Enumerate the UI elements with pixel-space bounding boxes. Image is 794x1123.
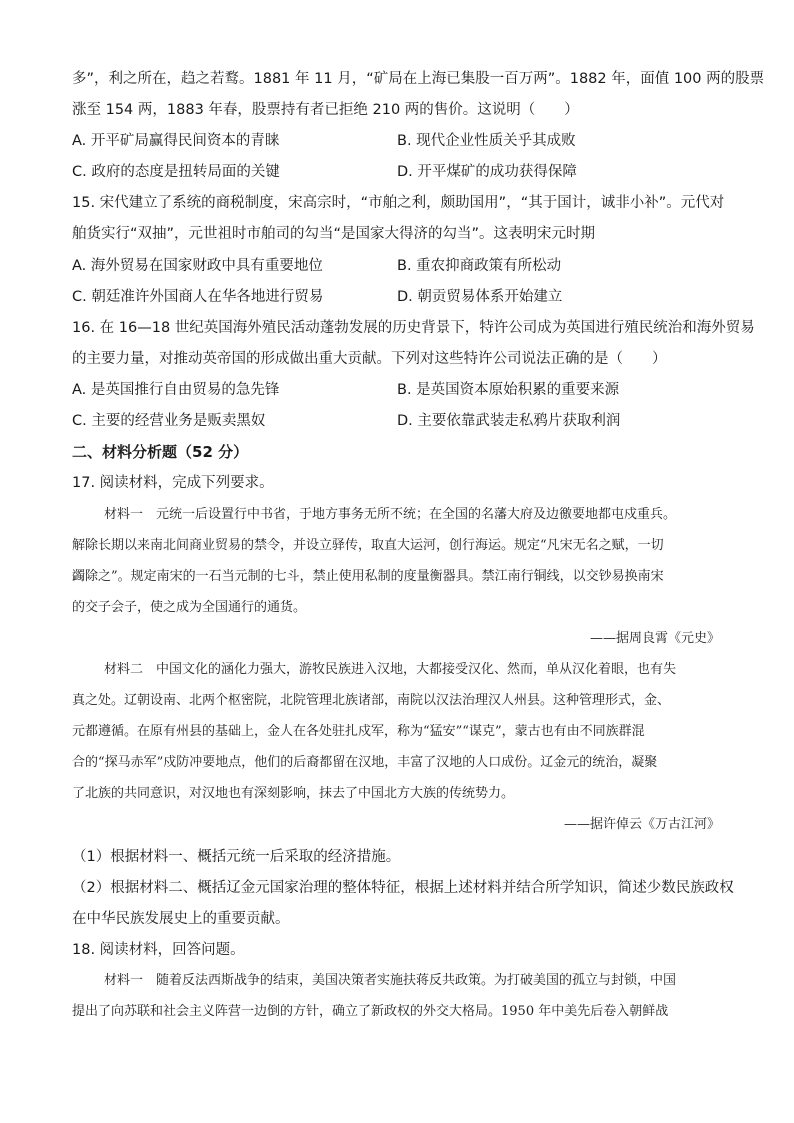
- q16-stem-line2: 的主要力量，对推动英帝国的形成做出重大贡献。下列对这些特许公司说法正确的是（ ）: [72, 351, 667, 367]
- q17-subquestion-2-line2: 在中华民族发展史上的重要贡献。: [72, 911, 290, 927]
- q17-material1-line1: 材料一 元统一后设置行中书省，于地方事务无所不统；在全国的名藩大府及边徼要地都屯戍重兵。: [104, 507, 677, 522]
- q18-intro: 18. 阅读材料，回答问题。: [72, 942, 245, 958]
- q15-option-b[interactable]: B. 重农抑商政策有所松动: [397, 258, 562, 274]
- q14-option-a[interactable]: A. 开平矿局赢得民间资本的青睐: [72, 133, 280, 149]
- q16-option-d[interactable]: D. 主要依靠武装走私鸦片获取利润: [397, 413, 621, 429]
- q14-option-d[interactable]: D. 开平煤矿的成功获得保障: [397, 164, 577, 180]
- q17-material1-line4: 的交子会子，使之成为全国通行的通货。: [72, 600, 307, 615]
- q17-material1-source: ——据周良霄《元史》: [589, 631, 720, 646]
- q15-option-c[interactable]: C. 朝廷准许外国商人在华各地进行贸易: [72, 289, 324, 305]
- q17-subquestion-1: （1）根据材料一、概括元统一后采取的经济措施。: [72, 849, 401, 865]
- q17-material2-source: ——据许倬云《万古江河》: [563, 817, 720, 832]
- q17-material2-line1: 材料二 中国文化的涵化力强大，游牧民族进入汉地，大都接受汉化、然而，单从汉化着眼，也有失: [104, 662, 677, 677]
- q18-material1-line1: 材料一 随着反法西斯战争的结束，美国决策者实施扶蒋反共政策。为打破美国的孤立与封锁，中国: [104, 973, 677, 988]
- q15-option-a[interactable]: A. 海外贸易在国家财政中具有重要地位: [72, 258, 323, 274]
- q14-option-c[interactable]: C. 政府的态度是扭转局面的关键: [72, 164, 280, 180]
- q17-material2-line5: 了北族的共同意识，对汉地也有深刻影响，抹去了中国北方大族的传统势力。: [72, 786, 515, 801]
- q16-option-c[interactable]: C. 主要的经营业务是贩卖黑奴: [72, 413, 266, 429]
- q14-stem-line2: 涨至 154 两，1883 年春，股票持有者已拒绝 210 两的售价。这说明（ ）: [72, 102, 579, 118]
- q16-option-b[interactable]: B. 是英国资本原始积累的重要来源: [397, 382, 620, 398]
- q16-stem-line1: 16. 在 16—18 世纪英国海外殖民活动蓬勃发展的历史背景下，特许公司成为英国进行殖民统治和海外贸易: [72, 320, 755, 336]
- q17-subquestion-2-line1: （2）根据材料二、概括辽金元国家治理的整体特征，根据上述材料并结合所学知识，简述少数民族政权: [72, 880, 734, 896]
- q18-material1-line2: 提出了向苏联和社会主义阵营一边倒的方针，确立了新政权的外交大格局。1950 年中美先后卷入朝鲜战: [72, 1004, 669, 1019]
- q17-intro: 17. 阅读材料，完成下列要求。: [72, 475, 274, 491]
- q14-option-b[interactable]: B. 现代企业性质关乎其成败: [397, 133, 576, 149]
- q15-stem-line1: 15. 宋代建立了系统的商税制度，宋高宗时，“市舶之利，颇助国用”，“其于国计，诚非小补”。元代对: [72, 195, 725, 211]
- q17-material2-line2: 真之处。辽朝设南、北两个枢密院，北院管理北族诸部，南院以汉法治理汉人州县。这种管理形式，金、: [72, 693, 671, 708]
- section-heading: 二、材料分析题（52 分）: [72, 443, 249, 461]
- q17-material1-line2: 解除长期以来南北间商业贸易的禁令，并设立驿传，取直大运河，创行海运。规定“凡宋无名之赋，一切: [72, 538, 664, 553]
- q15-option-d[interactable]: D. 朝贡贸易体系开始建立: [397, 289, 563, 305]
- q14-stem-line1: 多”，利之所在，趋之若鹜。1881 年 11 月，“矿局在上海已集股一百万两”。1882 年，面值 100 两的股票: [72, 71, 765, 87]
- q15-stem-line2: 舶货实行“双抽”，元世祖时市舶司的勾当“是国家大得济的勾当”。这表明宋元时期: [72, 226, 596, 242]
- q17-material2-line4: 合的“探马赤军”戍防冲要地点，他们的后裔都留在汉地，丰富了汉地的人口成份。辽金元的统治，凝聚: [72, 755, 658, 770]
- q17-material2-line3: 元都遵循。在原有州县的基础上，金人在各处驻扎戍军，称为“猛安”“谋克”，蒙古也有由不同族群混: [72, 724, 645, 739]
- q17-material1-line3: 蠲除之”。规定南宋的一石当元制的七斗，禁止使用私制的度量衡器具。禁江南行铜线，以交钞易换南宋: [72, 569, 664, 584]
- q16-option-a[interactable]: A. 是英国推行自由贸易的急先锋: [72, 382, 280, 398]
